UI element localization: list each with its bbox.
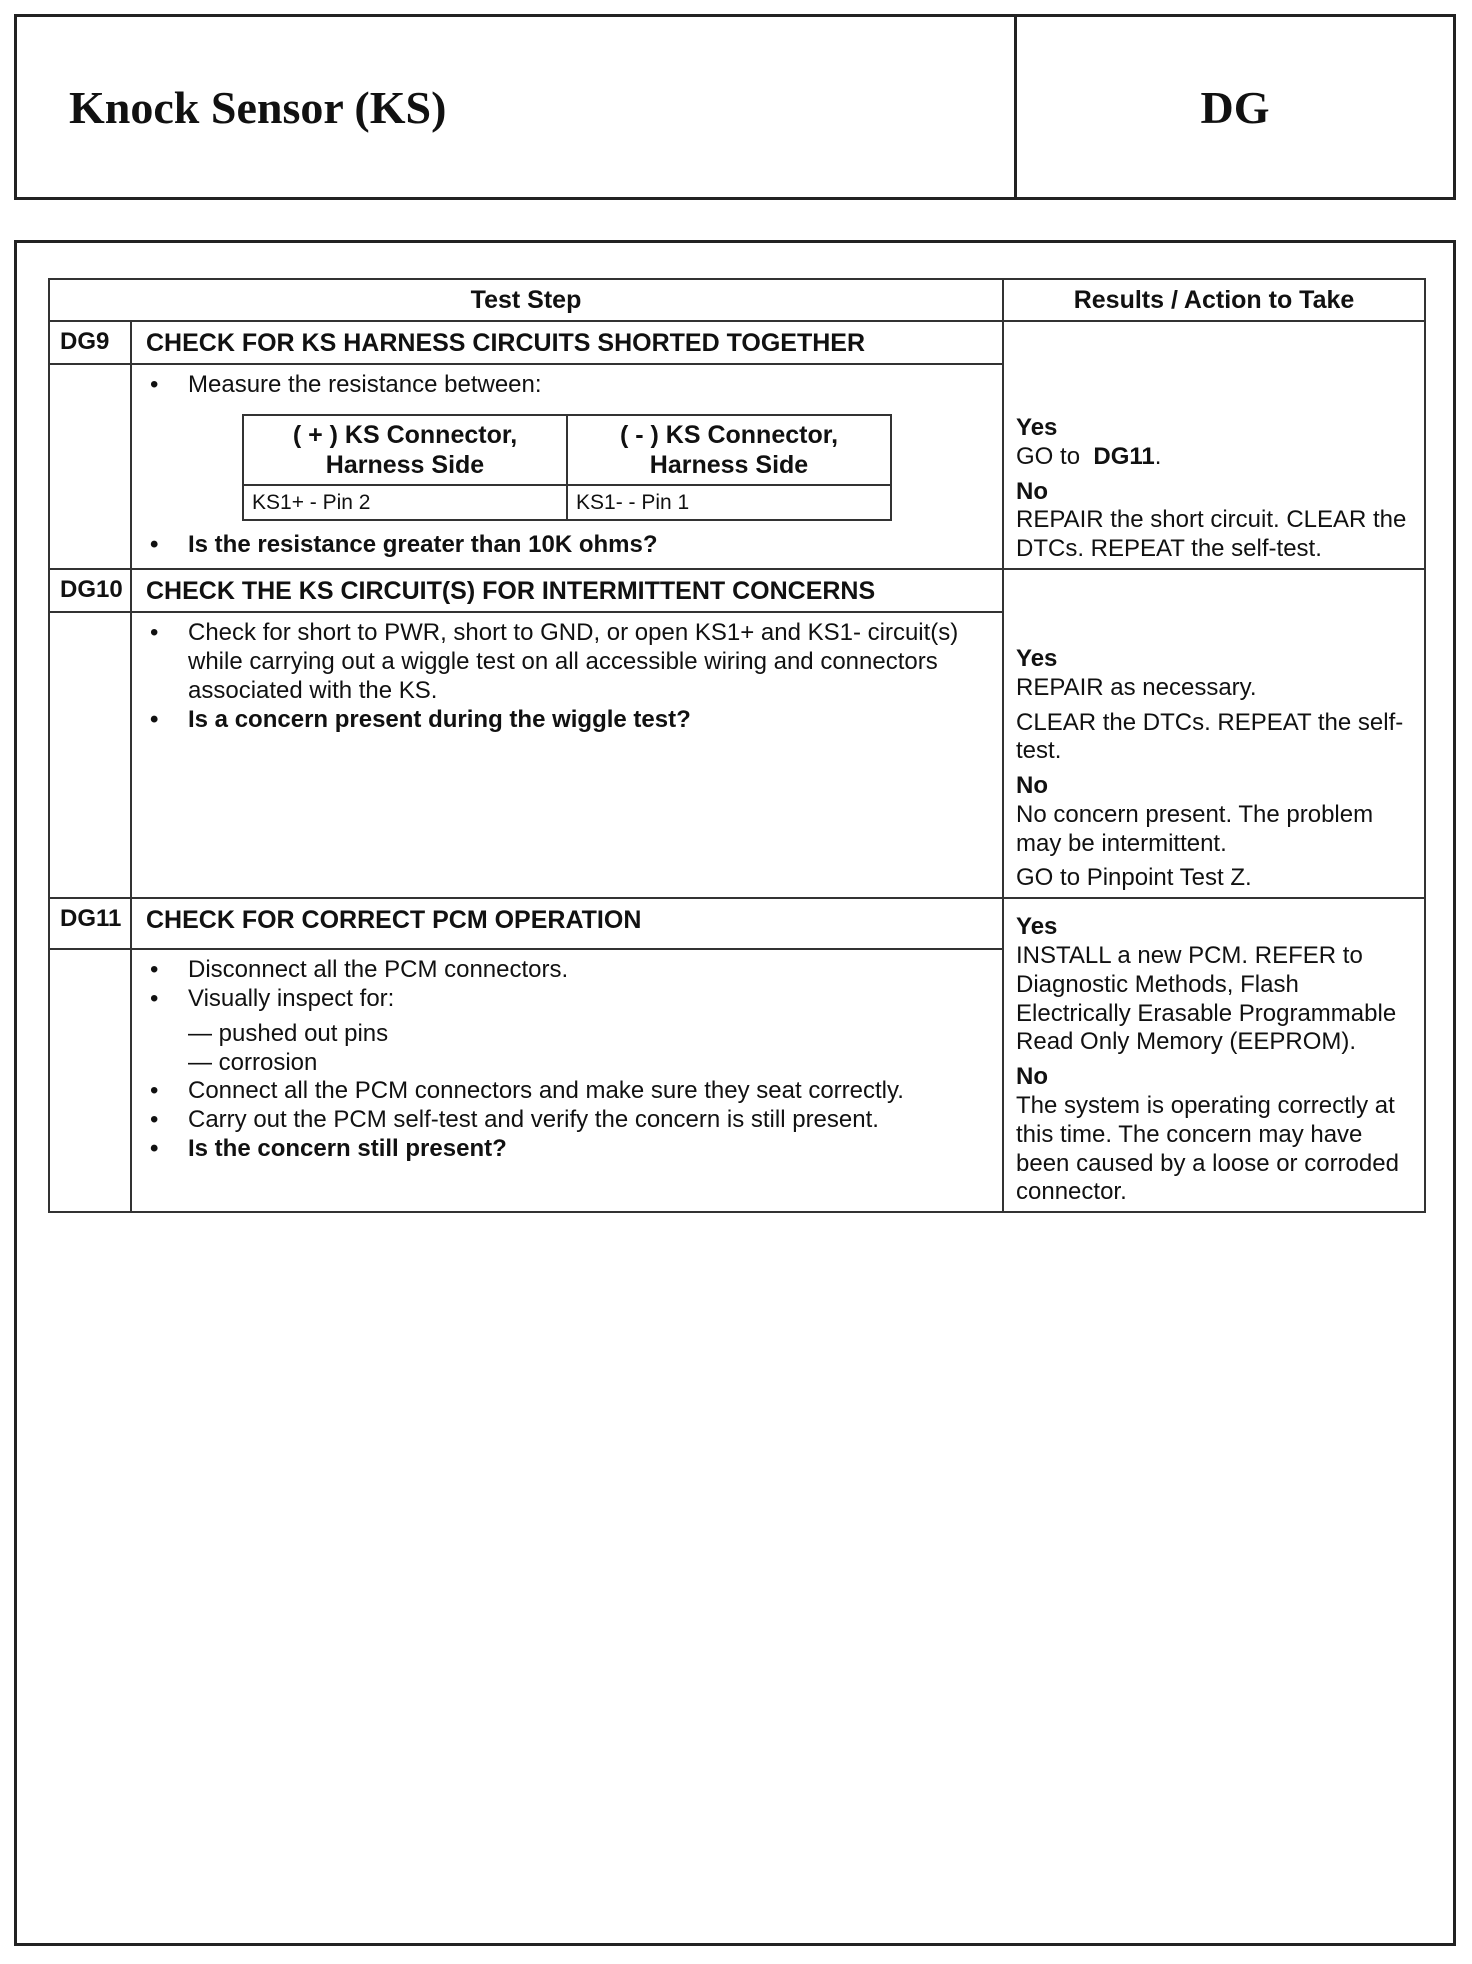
step-title: CHECK FOR KS HARNESS CIRCUITS SHORTED TOGETHER [131, 321, 1003, 364]
no-label: No [1016, 1063, 1049, 1091]
no-label: No [1016, 772, 1049, 800]
page-title: Knock Sensor (KS) [69, 81, 447, 133]
list-item: • Carry out the PCM self-test and verify the concern is still present. [146, 1106, 986, 1135]
step-result [1003, 569, 1425, 898]
no-text-2: GO to Pinpoint Test Z. [1016, 864, 1252, 892]
step-result [1003, 321, 1425, 569]
yes-text: INSTALL a new PCM. REFER to Diagnostic Methods, Flash Electrically Erasable Programmable Read Only Memory (EEPROM). [1016, 942, 1397, 1056]
section-code: DG [1014, 17, 1453, 197]
step-body [131, 364, 1003, 569]
step-id: DG10 [49, 569, 131, 612]
yes-text: REPAIR as necessary. [1016, 673, 1257, 701]
question: • Is a concern present during the wiggle test? [146, 706, 986, 735]
step-body [131, 949, 1003, 1212]
table-header-row [49, 279, 1425, 321]
step-result [1003, 898, 1425, 1212]
yes-text: GO to DG11. [1016, 442, 1162, 470]
yes-text-2: CLEAR the DTCs. REPEAT the self-test. [1016, 708, 1404, 765]
list-item: • Connect all the PCM connectors and make sure they seat correctly. [146, 1077, 986, 1106]
question: • Is the resistance greater than 10K ohms? [146, 531, 986, 560]
connector-cell-negative: KS1- - Pin 1 [567, 485, 891, 520]
yes-label: Yes [1016, 913, 1058, 941]
list-item: • Visually inspect for: — pushed out pins — corrosion [146, 985, 986, 1077]
step-body [131, 612, 1003, 898]
step-ref: DG11 [1093, 442, 1155, 470]
step-row-dg9 [49, 321, 1425, 364]
list-item: • Measure the resistance between: [146, 371, 986, 400]
step-title: CHECK THE KS CIRCUIT(S) FOR INTERMITTENT CONCERNS [131, 569, 1003, 612]
no-text: REPAIR the short circuit. CLEAR the DTCs. REPEAT the self-test. [1016, 506, 1407, 563]
list-item: • Check for short to PWR, short to GND, or open KS1+ and KS1- circuit(s) while carrying out a wiggle test on all accessible wiring and connectors associated with the KS. [146, 619, 986, 705]
yes-label: Yes [1016, 414, 1058, 442]
test-step-table [48, 278, 1426, 1213]
no-text: No concern present. The problem may be intermittent. [1016, 800, 1374, 857]
sub-item: — pushed out pins [188, 1019, 389, 1047]
connector-table [242, 414, 892, 521]
no-text: The system is operating correctly at this time. The concern may have been caused by a loose or corroded connector. [1016, 1092, 1399, 1206]
step-title: CHECK FOR CORRECT PCM OPERATION [131, 898, 1003, 949]
step-row-dg10 [49, 569, 1425, 612]
step-row-dg11 [49, 898, 1425, 949]
sub-item: — corrosion [188, 1048, 318, 1076]
connector-header-positive: ( + ) KS Connector, Harness Side [243, 415, 567, 485]
question: • Is the concern still present? [146, 1135, 986, 1164]
list-item: • Disconnect all the PCM connectors. [146, 956, 986, 985]
connector-header-negative: ( - ) KS Connector, Harness Side [567, 415, 891, 485]
connector-cell-positive: KS1+ - Pin 2 [243, 485, 567, 520]
yes-label: Yes [1016, 644, 1058, 672]
test-step-header: Test Step [49, 279, 1003, 321]
results-header: Results / Action to Take [1003, 279, 1425, 321]
step-id: DG9 [49, 321, 131, 364]
no-label: No [1016, 477, 1049, 505]
page-header [14, 14, 1456, 200]
step-id: DG11 [49, 898, 131, 949]
